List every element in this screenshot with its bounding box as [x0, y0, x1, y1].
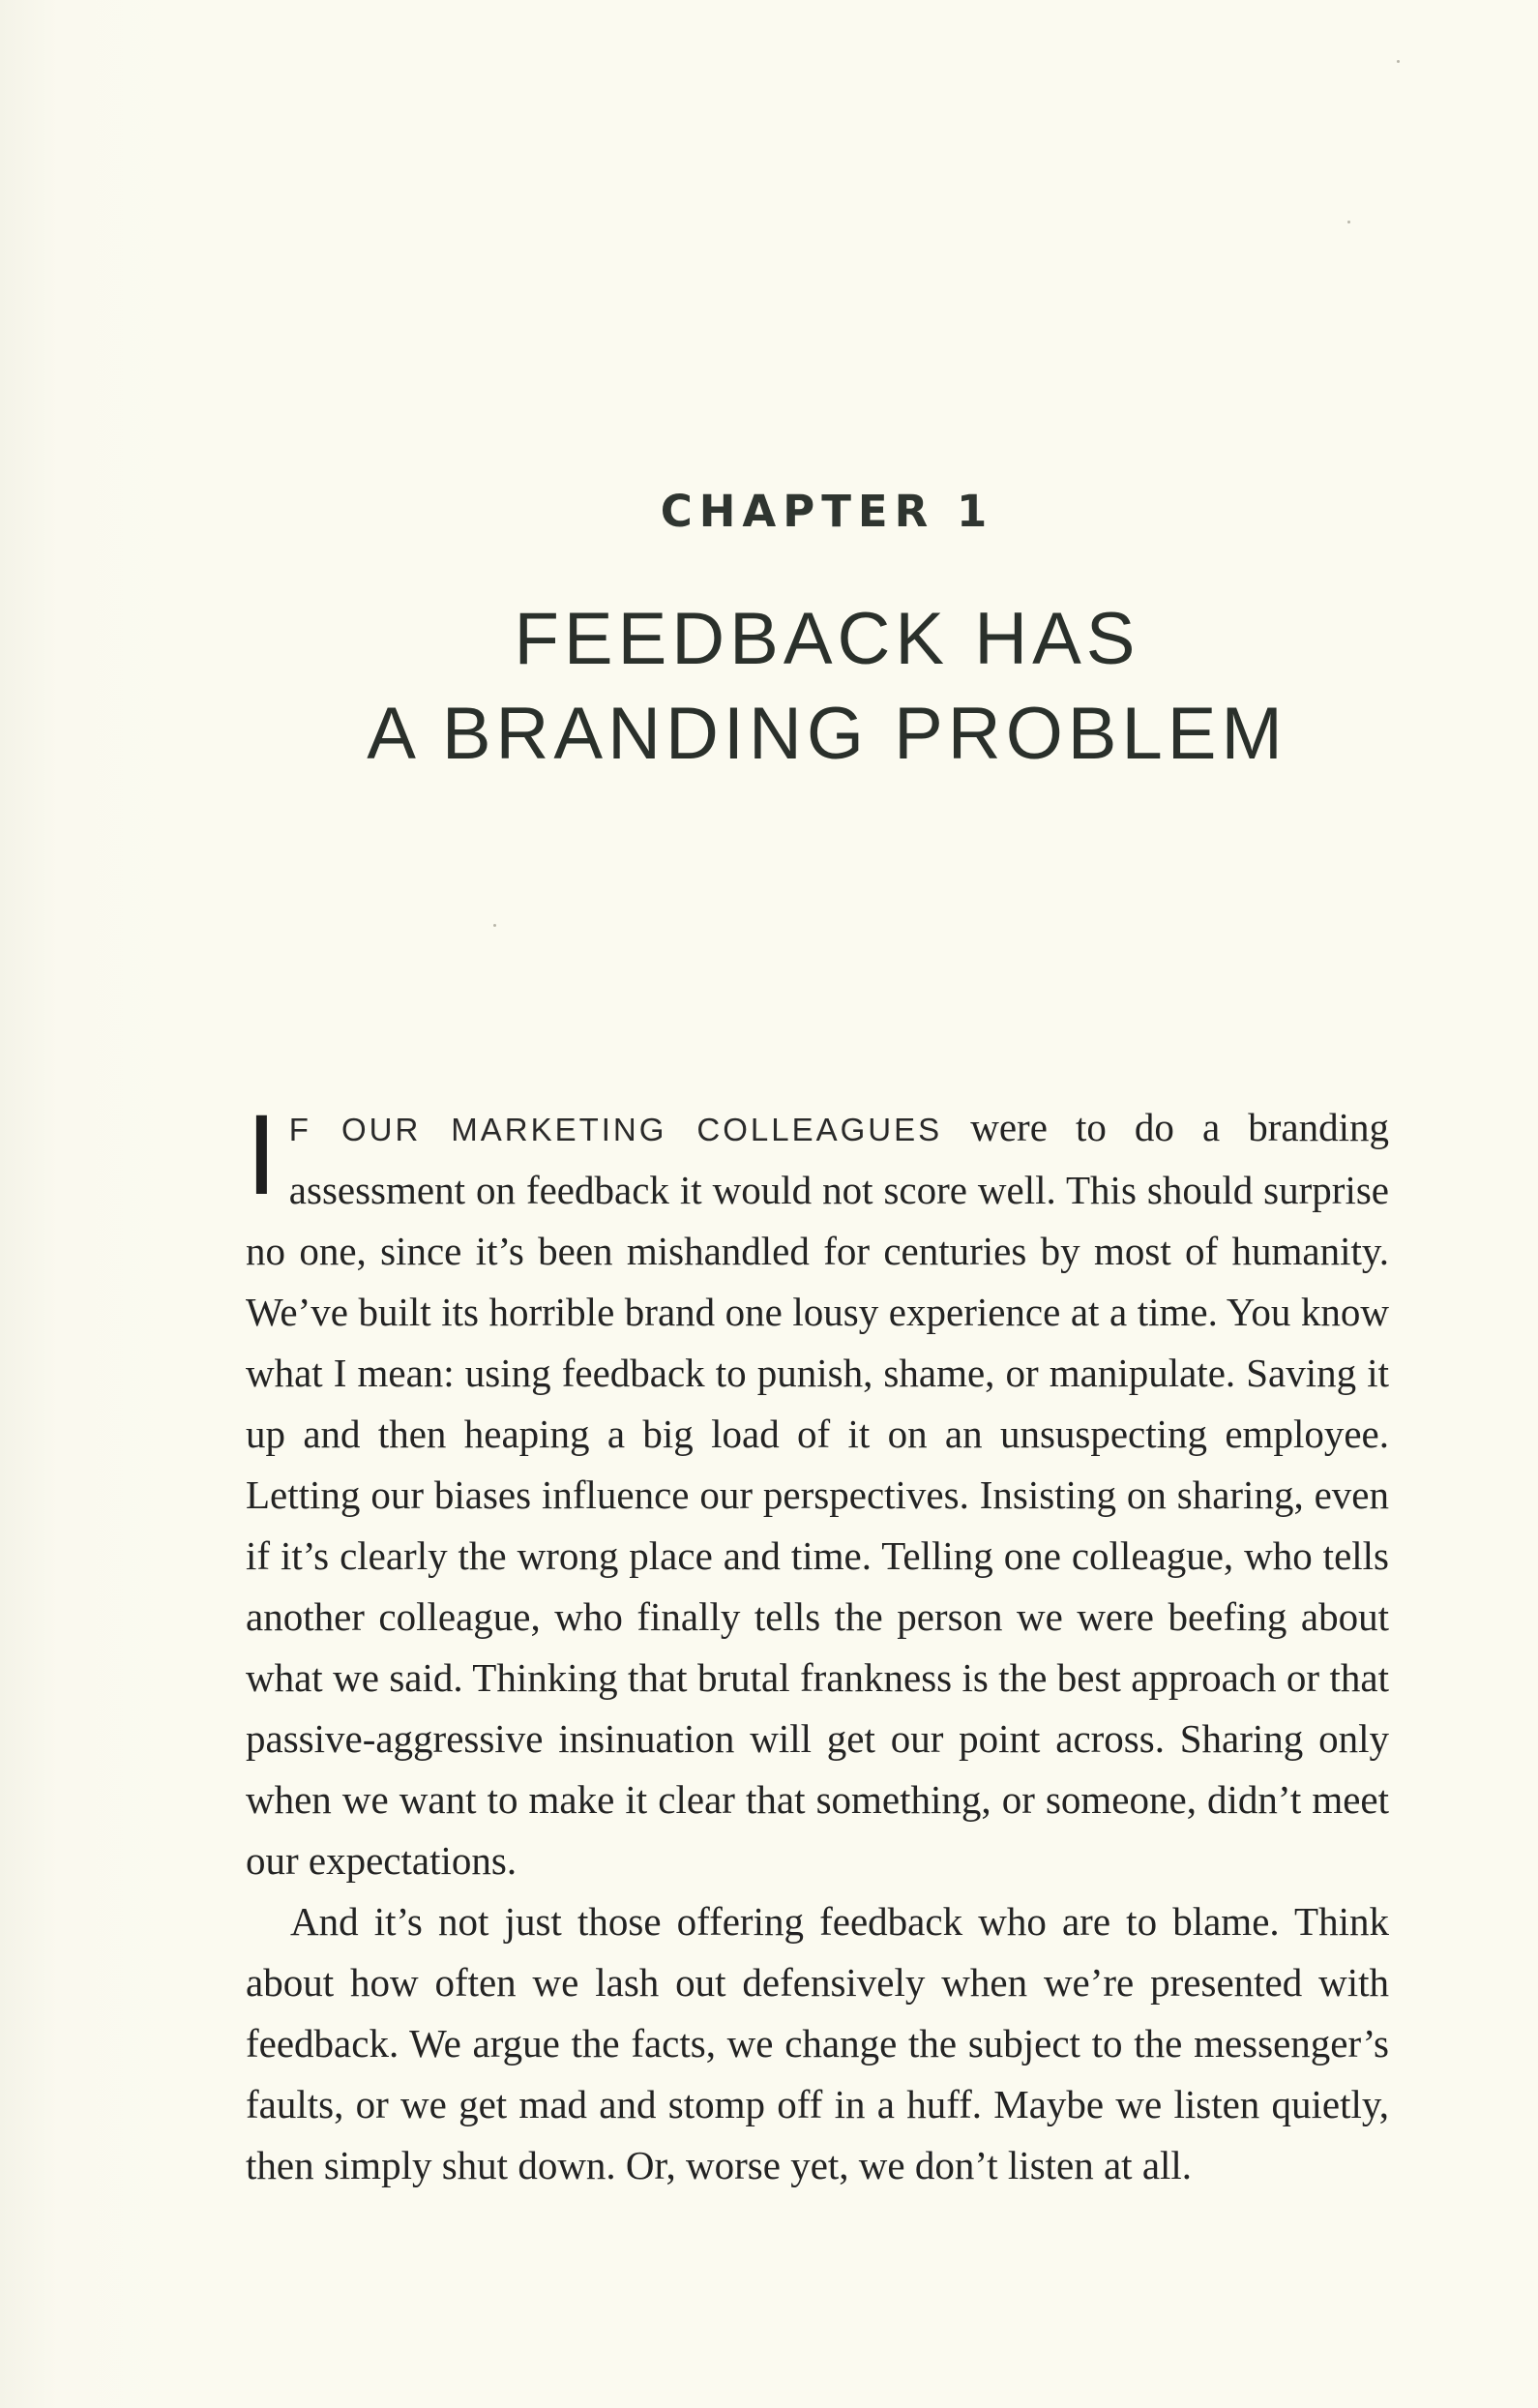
- scan-speck: [1347, 221, 1350, 223]
- paragraph-1-text: were to do a branding assessment on feedback it would not score well. This should surprise no one, since it’s been mishandled for centuries by most of humanity. We’ve built its horrible brand one lousy experience at a time. You know what I mean: using feedback to punish, shame, or manipulate. Saving it up and then heaping a big load of it on an unsuspecting employee. Letting our biases influence our perspectives. Insisting on sharing, even if it’s clearly the wrong place and time. Telling one colleague, who tells another colleague, who finally tells the person we were beefing about what we said. Thinking that brutal frankness is the best approach or that passive-aggressive insinuation will get our point across. Sharing only when we want to make it clear that something, or someone, didn’t meet our expectations.: [246, 1105, 1389, 1883]
- paragraph-1: [246, 1091, 1389, 1891]
- paragraph-2: And it’s not just those offering feedback who are to blame. Think about how often we lash out defensively when we’re presented with feedback. We argue the facts, we change the subject to the messenger’s faults, or we get mad and stomp off in a huff. Maybe we listen quietly, then simply shut down. Or, worse yet, we don’t listen at all.: [246, 1899, 1389, 2187]
- chapter-title-line-2: A BRANDING PROBLEM: [367, 693, 1287, 775]
- opening-small-caps: F OUR MARKETING COLLEAGUES: [288, 1112, 943, 1147]
- chapter-title: [0, 592, 1538, 782]
- body-text: [246, 1091, 1389, 2196]
- scan-speck: [493, 924, 496, 927]
- chapter-title-line-1: FEEDBACK HAS: [514, 598, 1140, 680]
- drop-cap: I: [246, 1091, 278, 1219]
- scan-speck: [1397, 60, 1400, 63]
- chapter-label: CHAPTER 1: [660, 486, 994, 537]
